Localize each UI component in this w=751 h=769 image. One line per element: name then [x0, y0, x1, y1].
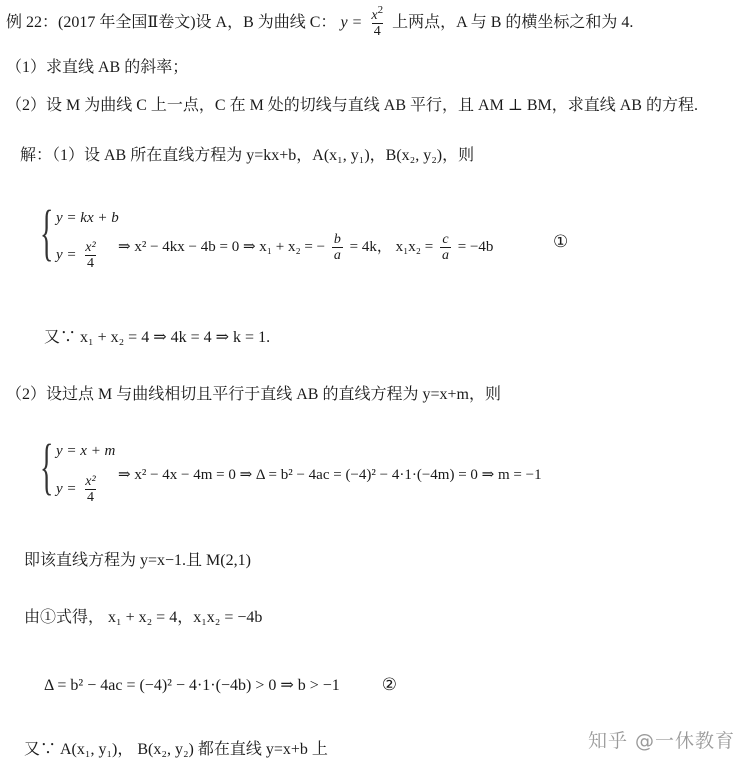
- system-1-frac2-num: c: [442, 232, 449, 247]
- watermark-text: 知乎 @一休教育: [587, 730, 735, 752]
- curve-fraction: [369, 4, 385, 39]
- system-1-frac1-den: a: [333, 248, 341, 263]
- from-equation-1: 由①式得， x₁ + x₂ = 4，x₁x₂ = −4b: [24, 609, 263, 626]
- system-1-result-a: ⇒ x² − 4kx − 4b = 0 ⇒ x₁ + x₂ = −: [118, 238, 326, 255]
- system-1-eq2-den: 4: [86, 256, 94, 271]
- discriminant-line: [44, 675, 397, 696]
- question-1: （1）求直线 AB 的斜率；: [6, 59, 189, 76]
- curve-lhs: y =: [340, 14, 363, 32]
- solution-part2-intro: （2）设过点 M 与曲线相切且平行于直线 AB 的直线方程为 y=x+m，则: [6, 386, 501, 403]
- discriminant-expression: Δ = b² − 4ac = (−4)² − 4·1·(−4b) > 0 ⇒ b > −1: [44, 677, 340, 694]
- system-2-eq1: y = x + m: [56, 443, 116, 459]
- solution-part1-intro: 解：（1）设 AB 所在直线方程为 y=kx+b，A(x₁, y₁)，B(x₂, y₂)，则: [20, 147, 475, 164]
- system-1-brace: {: [40, 199, 54, 267]
- system-1-eq2-fraction: [83, 240, 97, 271]
- equation-marker-1: ①: [553, 232, 569, 251]
- curve-num: x: [371, 8, 378, 23]
- system-1-eq1: y = kx + b: [56, 210, 119, 226]
- system-1-eq2: [56, 240, 101, 271]
- system-1-frac-c-over-a: [440, 232, 451, 263]
- system-1-frac-b-over-a: [332, 232, 343, 263]
- system-1-result-c: = −4b: [457, 238, 494, 255]
- system-2-eq2-num: x²: [85, 474, 96, 489]
- system-1-result-b: = 4k， x₁x₂ =: [349, 238, 434, 255]
- part1-conclusion: 又∵ x₁ + x₂ = 4 ⇒ 4k = 4 ⇒ k = 1.: [44, 329, 271, 346]
- problem-header-prefix: 例 22：(2017 年全国Ⅱ卷文)设 A，B 为曲线 C：: [6, 14, 337, 32]
- curve-num-exp: 2: [377, 4, 384, 16]
- problem-header: [6, 4, 634, 39]
- curve-den: 4: [373, 24, 381, 39]
- system-2-eq2-den: 4: [86, 490, 94, 505]
- system-2-result: ⇒ x² − 4x − 4m = 0 ⇒ Δ = b² − 4ac = (−4)² − 4·1·(−4m) = 0 ⇒ m = −1: [118, 467, 542, 483]
- question-2: （2）设 M 为曲线 C 上一点，C 在 M 处的切线与直线 AB 平行，且 AM ⊥ BM，求直线 AB 的方程.: [6, 97, 698, 114]
- system-2-brace: {: [40, 433, 54, 501]
- system-1-result: [118, 232, 493, 263]
- system-2-eq2-fraction: [83, 474, 97, 505]
- system-1-eq2-lhs: y =: [56, 246, 77, 263]
- system-1-frac2-den: a: [442, 248, 449, 263]
- system-2-eq2-lhs: y =: [56, 480, 77, 497]
- system-1-frac1-num: b: [333, 232, 341, 247]
- tangent-line-statement: 即该直线方程为 y=x−1.且 M(2,1): [24, 552, 251, 569]
- equation-marker-2: ②: [381, 675, 398, 694]
- system-1-eq2-num: x²: [85, 240, 96, 255]
- problem-header-suffix: 上两点，A 与 B 的横坐标之和为 4.: [392, 14, 634, 32]
- system-2-eq2: [56, 474, 101, 505]
- last-line: 又∵ A(x₁, y₁)， B(x₂, y₂) 都在直线 y=x+b 上: [24, 741, 328, 758]
